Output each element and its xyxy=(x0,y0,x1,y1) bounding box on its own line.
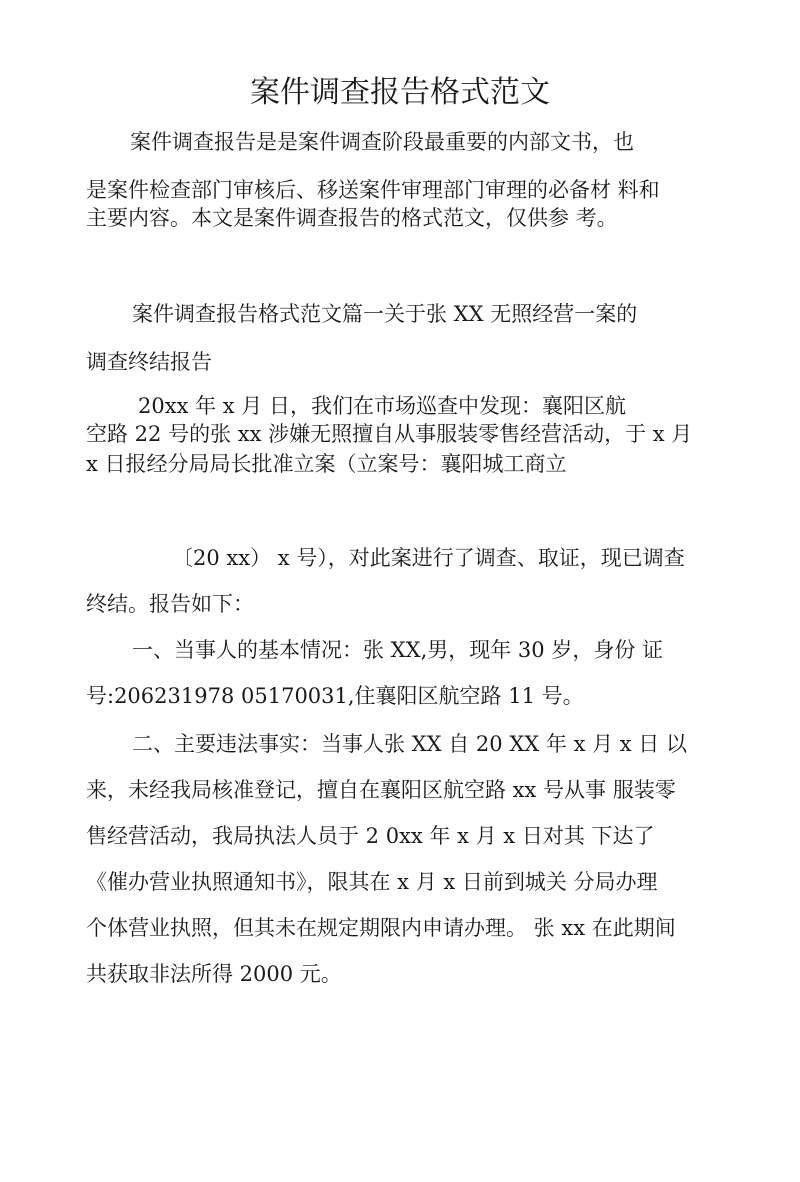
paragraph-line: 个体营业执照，但其未在规定期限内申请办理。 张 xx 在此期间 xyxy=(86,916,676,940)
paragraph-line: 一、当事人的基本情况：张 XX,男，现年 30 岁，身份 证 xyxy=(132,638,663,662)
intro-line: 是案件检查部门审核后、移送案件审理部门审理的必备材 料和 xyxy=(86,178,660,202)
paragraph-line: 号:206231978 05170031,住襄阳区航空路 11 号。 xyxy=(86,684,584,708)
paragraph-line: x 日报经分局局长批准立案（立案号：襄阳城工商立 xyxy=(86,452,567,476)
intro-line: 案件调查报告是是案件调查阶段最重要的内部文书，也 xyxy=(130,130,634,154)
intro-line: 主要内容。本文是案件调查报告的格式范文，仅供参 考。 xyxy=(86,206,618,230)
paragraph-line: 空路 22 号的张 xx 涉嫌无照擅自从事服装零售经营活动，于 x 月 xyxy=(86,422,693,446)
document-title: 案件调查报告格式范文 xyxy=(250,75,550,110)
paragraph-line: 《催办营业执照通知书》，限其在 x 月 x 日前到城关 分局办理 xyxy=(86,870,658,894)
paragraph-line: 来，未经我局核准登记，擅自在襄阳区航空路 xx 号从事 服装零 xyxy=(86,778,676,802)
paragraph-line: 售经营活动，我局执法人员于 2 0xx 年 x 月 x 日对其 下达了 xyxy=(86,824,655,848)
paragraph-line: 20xx 年 x 月 日，我们在市场巡查中发现：襄阳区航 xyxy=(138,394,626,418)
paragraph-line: 终结。报告如下： xyxy=(86,592,254,616)
paragraph-line: 〔20 xx） x 号），对此案进行了调查、取证，现已调查 xyxy=(172,546,685,570)
section-heading: 案件调查报告格式范文篇一关于张 XX 无照经营一案的 xyxy=(132,302,638,326)
section-heading: 调查终结报告 xyxy=(86,350,212,374)
paragraph-line: 共获取非法所得 2000 元。 xyxy=(86,962,342,986)
paragraph-line: 二、主要违法事实：当事人张 XX 自 20 XX 年 x 月 x 日 以 xyxy=(132,732,687,756)
